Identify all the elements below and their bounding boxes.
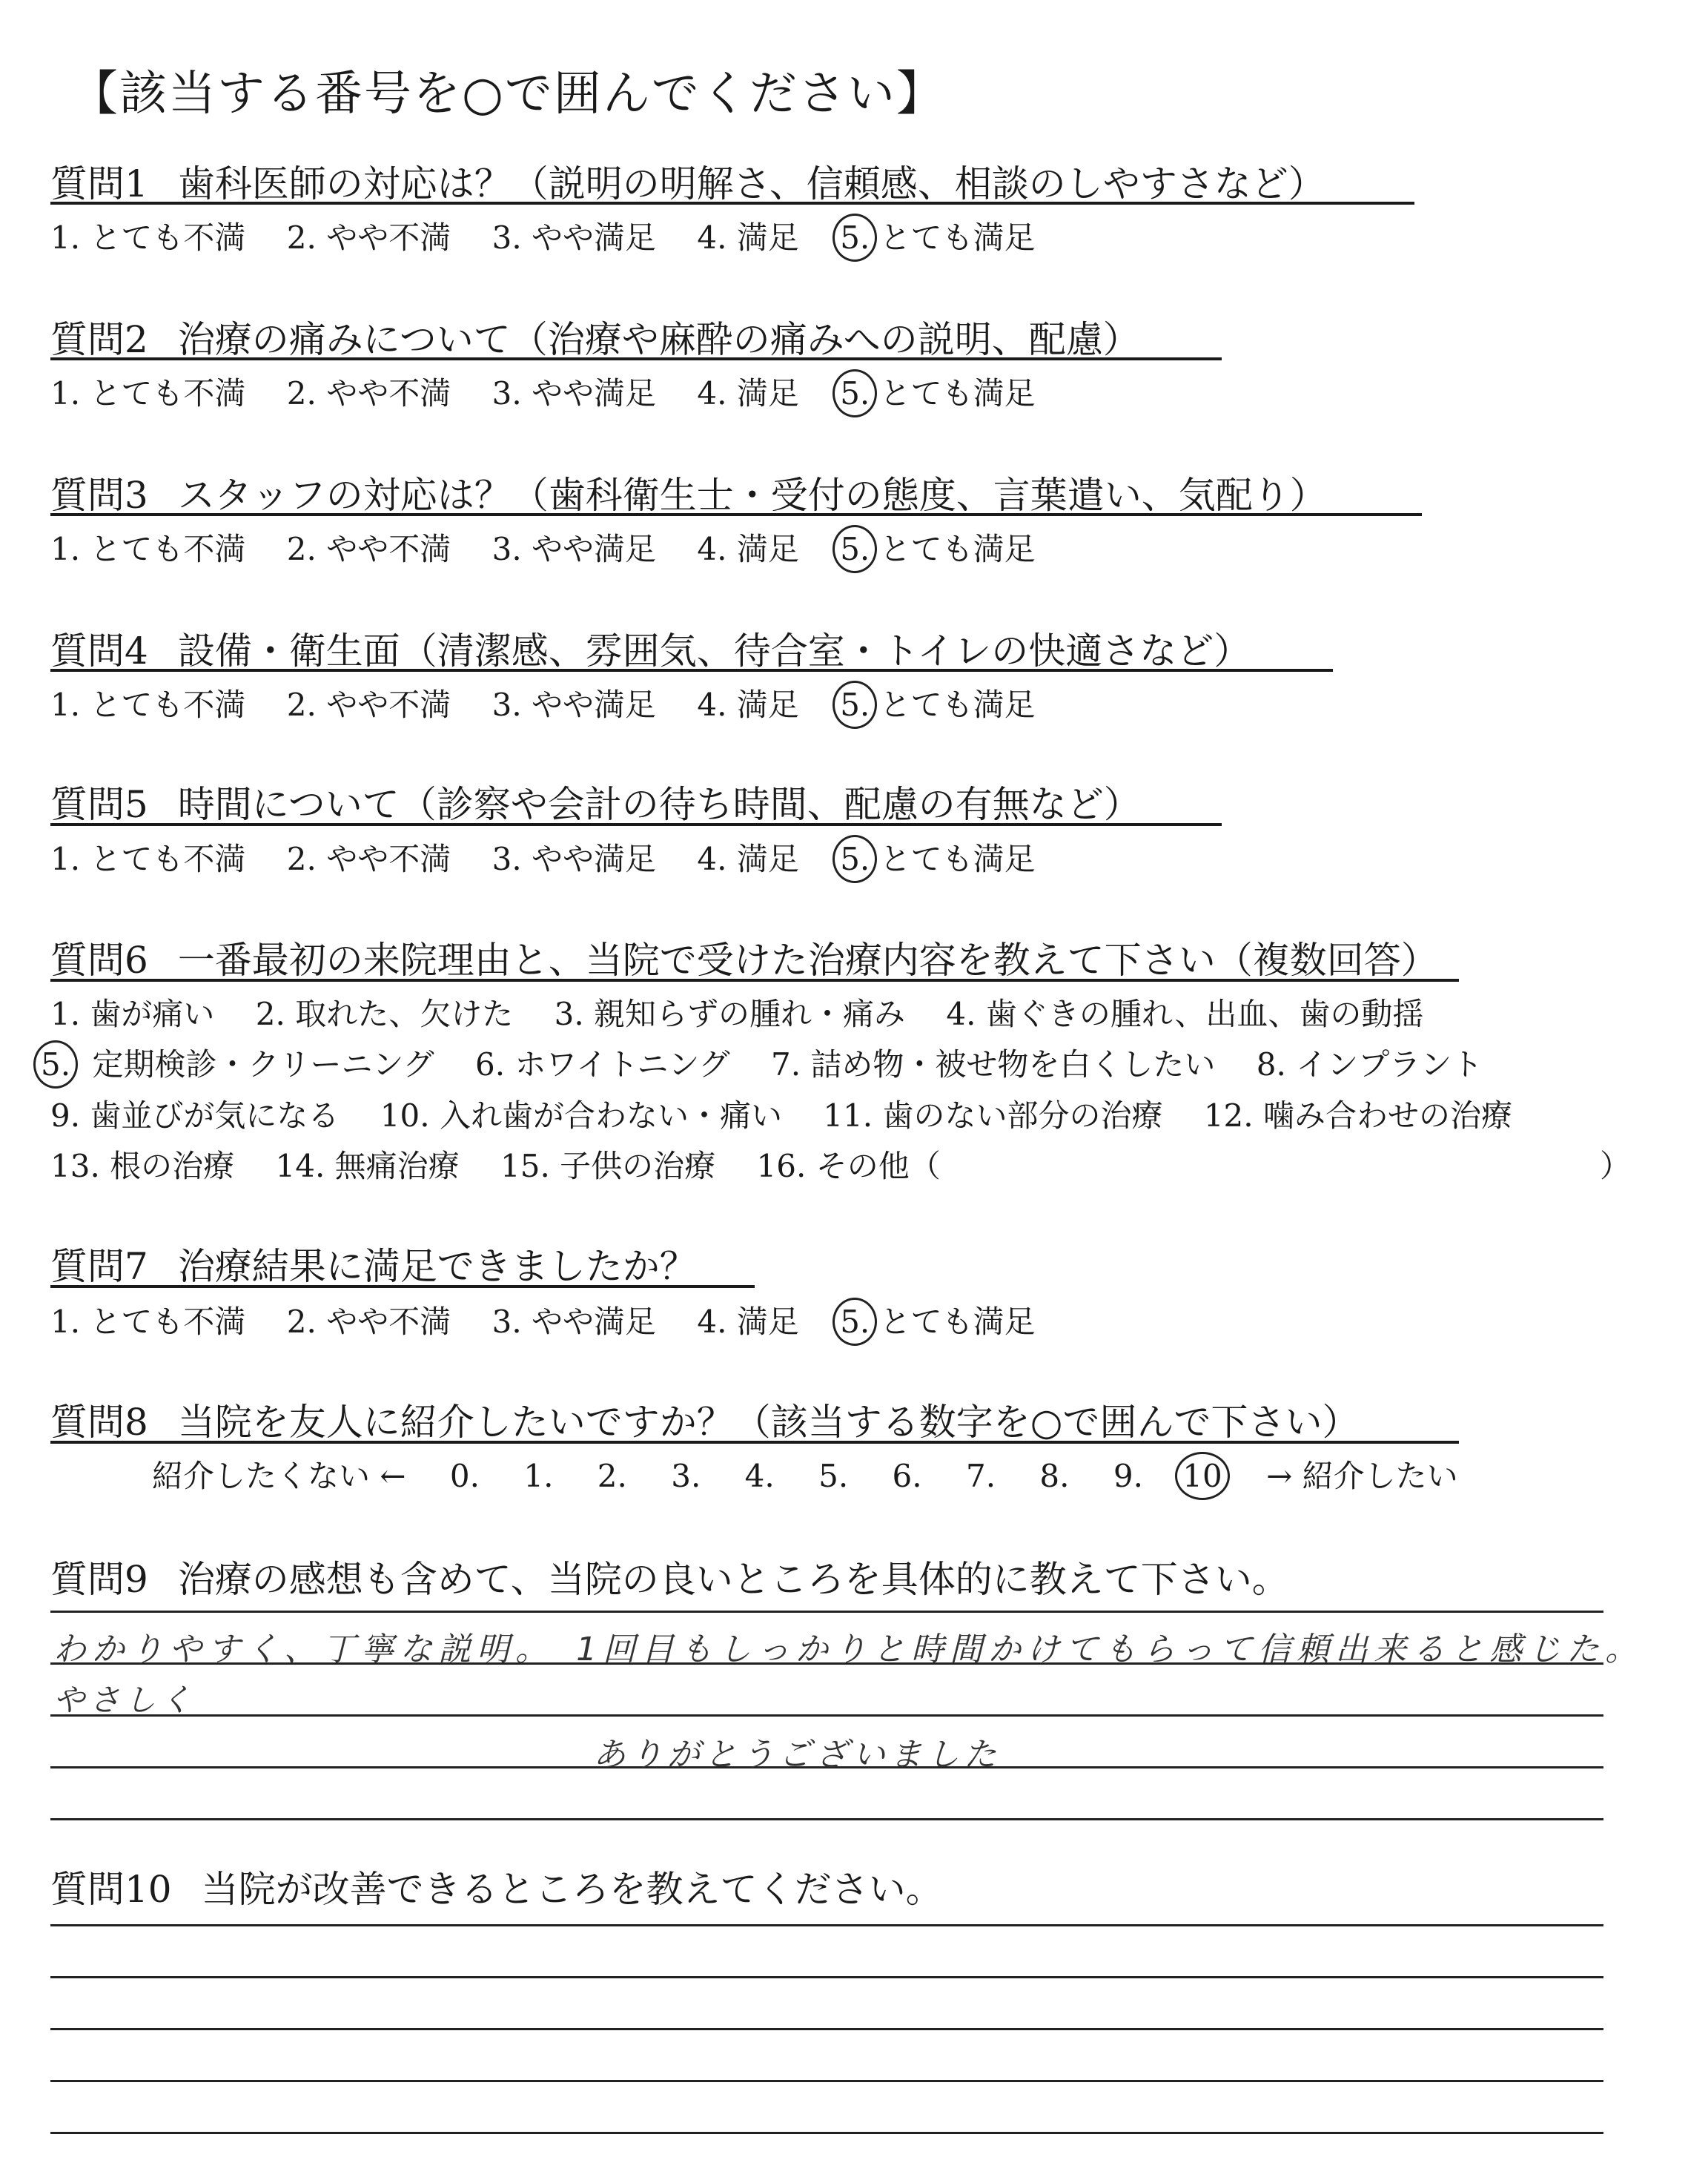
q10-heading xyxy=(50,1860,943,1913)
q1-label: 質問1 xyxy=(50,162,148,205)
q2-label: 質問2 xyxy=(50,318,148,361)
q6-option-6[interactable]: 6. ホワイトニング xyxy=(474,1046,730,1083)
q6-option-2[interactable]: 2. 取れた、欠けた xyxy=(255,996,514,1032)
q4-heading xyxy=(50,621,1251,675)
q6-option-14[interactable]: 14. 無痛治療 xyxy=(275,1148,460,1184)
q1-option-2[interactable]: 2. やや不満 xyxy=(286,219,451,256)
q2-option-2[interactable]: 2. やや不満 xyxy=(286,375,451,412)
q6-option-1[interactable]: 1. 歯が痛い xyxy=(50,996,215,1032)
q10-answer-line-1 xyxy=(50,1924,1603,1926)
q2-option-3[interactable]: 3. やや満足 xyxy=(491,375,657,412)
q2-underline xyxy=(50,357,1222,360)
q3-option-5-circled[interactable]: 5. xyxy=(840,531,870,567)
q9-answer-line-3 xyxy=(50,1714,1603,1717)
q6-option-16[interactable]: 16. その他（ xyxy=(756,1148,941,1184)
q2-option-5-label: とても満足 xyxy=(879,375,1036,412)
q2-option-5-circled[interactable]: 5. xyxy=(840,375,870,412)
q4-option-2[interactable]: 2. やや不満 xyxy=(286,687,451,723)
q5-option-4[interactable]: 4. 満足 xyxy=(697,841,799,877)
q8-scale-4[interactable]: 4. xyxy=(744,1458,775,1494)
q4-option-4[interactable]: 4. 満足 xyxy=(697,687,799,723)
q10-answer-line-5 xyxy=(50,2132,1603,2134)
q4-option-5-circled[interactable]: 5. xyxy=(840,687,870,723)
q8-scale-6[interactable]: 6. xyxy=(892,1458,922,1494)
q7-option-5-label: とても満足 xyxy=(879,1304,1036,1340)
q6-other-close-paren: ） xyxy=(1600,1148,1632,1184)
q8-scale-2[interactable]: 2. xyxy=(597,1458,627,1494)
q6-options-row-1 xyxy=(50,990,1454,1034)
q2-heading xyxy=(50,310,1140,363)
q4-underline xyxy=(50,669,1333,672)
q8-scale-9[interactable]: 9. xyxy=(1113,1458,1143,1494)
q7-option-1[interactable]: 1. とても不満 xyxy=(50,1304,246,1340)
q8-scale-3[interactable]: 3. xyxy=(671,1458,701,1494)
q9-label: 質問9 xyxy=(50,1558,148,1601)
q9-handwriting-line-1: わかりやすく、丁寧な説明。 1回目もしっかりと時間かけてもらって信頼出来ると感じた。 xyxy=(53,1631,1644,1668)
q8-underline xyxy=(50,1441,1459,1444)
q4-label: 質問4 xyxy=(50,630,148,673)
q1-option-5-circled[interactable]: 5. xyxy=(840,219,870,256)
q3-label: 質問3 xyxy=(50,474,148,517)
q7-options xyxy=(50,1298,1036,1342)
q7-option-4[interactable]: 4. 満足 xyxy=(697,1304,799,1340)
q9-heading xyxy=(50,1550,1289,1603)
q5-option-2[interactable]: 2. やや不満 xyxy=(286,841,451,877)
q9-handwriting-line-3: ありがとうございました xyxy=(593,1736,1001,1774)
q1-option-3[interactable]: 3. やや満足 xyxy=(491,219,657,256)
q3-option-5-label: とても満足 xyxy=(879,531,1036,567)
q9-handwriting-line-2: やさしく xyxy=(53,1682,196,1718)
q2-option-4[interactable]: 4. 満足 xyxy=(697,375,799,412)
q5-underline xyxy=(50,823,1222,826)
q8-scale-1[interactable]: 1. xyxy=(523,1458,554,1494)
q5-label: 質問5 xyxy=(50,783,148,826)
q5-text: 時間について（診察や会計の待ち時間、配慮の有無など） xyxy=(177,783,1141,826)
q9-text: 治療の感想も含めて、当院の良いところを具体的に教えて下さい。 xyxy=(177,1558,1289,1601)
q8-scale-8[interactable]: 8. xyxy=(1039,1458,1070,1494)
q6-option-9[interactable]: 9. 歯並びが気になる xyxy=(50,1097,340,1134)
q6-option-12[interactable]: 12. 噛み合わせの治療 xyxy=(1203,1097,1512,1134)
q9-answer-line-5 xyxy=(50,1818,1603,1820)
q6-option-13[interactable]: 13. 根の治療 xyxy=(50,1148,235,1184)
q3-options xyxy=(50,525,1036,569)
q8-scale-0[interactable]: 0. xyxy=(449,1458,480,1494)
q8-scale xyxy=(152,1452,1458,1496)
q8-text: 当院を友人に紹介したいですか？（該当する数字を○で囲んで下さい） xyxy=(177,1401,1360,1444)
q10-answer-line-4 xyxy=(50,2080,1603,2082)
q6-options-row-4 xyxy=(50,1142,1632,1186)
q4-option-1[interactable]: 1. とても不満 xyxy=(50,687,246,723)
q8-scale-10-circled[interactable]: 10 xyxy=(1182,1458,1222,1494)
q1-option-1[interactable]: 1. とても不満 xyxy=(50,219,246,256)
q6-text: 一番最初の来院理由と、当院で受けた治療内容を教えて下さい（複数回答） xyxy=(177,939,1438,982)
q1-options xyxy=(50,214,1036,258)
q3-option-3[interactable]: 3. やや満足 xyxy=(491,531,657,567)
q6-underline xyxy=(50,979,1459,982)
q9-answer-line-1 xyxy=(50,1611,1603,1613)
page-title: 【該当する番号を○で囲んでください】 xyxy=(70,67,945,122)
q6-options-row-2 xyxy=(41,1040,1514,1085)
q4-option-5-label: とても満足 xyxy=(879,687,1036,723)
q8-right-label: → 紹介したい xyxy=(1266,1458,1458,1494)
q8-scale-7[interactable]: 7. xyxy=(965,1458,996,1494)
q1-option-5-label: とても満足 xyxy=(879,219,1036,256)
q3-heading xyxy=(50,466,1327,519)
q2-text: 治療の痛みについて（治療や麻酔の痛みへの説明、配慮） xyxy=(177,318,1140,361)
q7-heading xyxy=(50,1237,697,1290)
q10-answer-line-3 xyxy=(50,2028,1603,2030)
q6-option-3[interactable]: 3. 親知らずの腫れ・痛み xyxy=(554,996,906,1032)
q7-underline xyxy=(50,1285,755,1288)
q5-option-5-circled[interactable]: 5. xyxy=(840,841,870,877)
q1-heading xyxy=(50,154,1325,208)
q3-text: スタッフの対応は？（歯科衛生士・受付の態度、言葉遣い、気配り） xyxy=(177,474,1327,517)
q10-label: 質問10 xyxy=(50,1868,172,1911)
q4-text: 設備・衛生面（清潔感、雰囲気、待合室・トイレの快適さなど） xyxy=(177,630,1251,673)
q6-heading xyxy=(50,931,1438,984)
q6-option-5-label[interactable]: 定期検診・クリーニング xyxy=(92,1046,434,1083)
q3-option-1[interactable]: 1. とても不満 xyxy=(50,531,246,567)
q7-option-5-circled[interactable]: 5. xyxy=(840,1304,870,1340)
q7-label: 質問7 xyxy=(50,1245,148,1288)
q7-text: 治療結果に満足できましたか？ xyxy=(177,1245,697,1288)
q2-options xyxy=(50,369,1036,414)
q7-option-2[interactable]: 2. やや不満 xyxy=(286,1304,451,1340)
q3-underline xyxy=(50,513,1422,516)
q10-answer-line-2 xyxy=(50,1976,1603,1978)
q6-option-4[interactable]: 4. 歯ぐきの腫れ、出血、歯の動揺 xyxy=(946,996,1424,1032)
q5-option-1[interactable]: 1. とても不満 xyxy=(50,841,246,877)
q4-option-3[interactable]: 3. やや満足 xyxy=(491,687,657,723)
q6-option-10[interactable]: 10. 入れ歯が合わない・痛い xyxy=(380,1097,782,1134)
q8-heading xyxy=(50,1393,1359,1446)
q6-options-row-3 xyxy=(50,1091,1543,1136)
q6-option-15[interactable]: 15. 子供の治療 xyxy=(500,1148,716,1184)
q6-label: 質問6 xyxy=(50,939,148,982)
q6-option-8[interactable]: 8. インプラント xyxy=(1256,1046,1483,1083)
q8-label: 質問8 xyxy=(50,1401,148,1444)
q3-option-4[interactable]: 4. 満足 xyxy=(697,531,799,567)
q5-options xyxy=(50,835,1036,879)
q1-option-4[interactable]: 4. 満足 xyxy=(697,219,799,256)
q6-option-11[interactable]: 11. 歯のない部分の治療 xyxy=(823,1097,1163,1134)
q5-heading xyxy=(50,775,1141,828)
q1-text: 歯科医師の対応は？（説明の明解さ、信頼感、相談のしやすさなど） xyxy=(177,162,1325,205)
q8-left-label: 紹介したくない ← xyxy=(152,1458,406,1494)
q7-option-3[interactable]: 3. やや満足 xyxy=(491,1304,657,1340)
q2-option-1[interactable]: 1. とても不満 xyxy=(50,375,246,412)
q4-options xyxy=(50,681,1036,725)
q10-text: 当院が改善できるところを教えてください。 xyxy=(201,1868,943,1911)
q8-scale-5[interactable]: 5. xyxy=(818,1458,849,1494)
q5-option-5-label: とても満足 xyxy=(879,841,1036,877)
q1-underline xyxy=(50,202,1414,205)
q6-option-5-circled[interactable]: 5. xyxy=(41,1046,71,1083)
q5-option-3[interactable]: 3. やや満足 xyxy=(491,841,657,877)
q3-option-2[interactable]: 2. やや不満 xyxy=(286,531,451,567)
q6-option-7[interactable]: 7. 詰め物・被せ物を白くしたい xyxy=(770,1046,1216,1083)
